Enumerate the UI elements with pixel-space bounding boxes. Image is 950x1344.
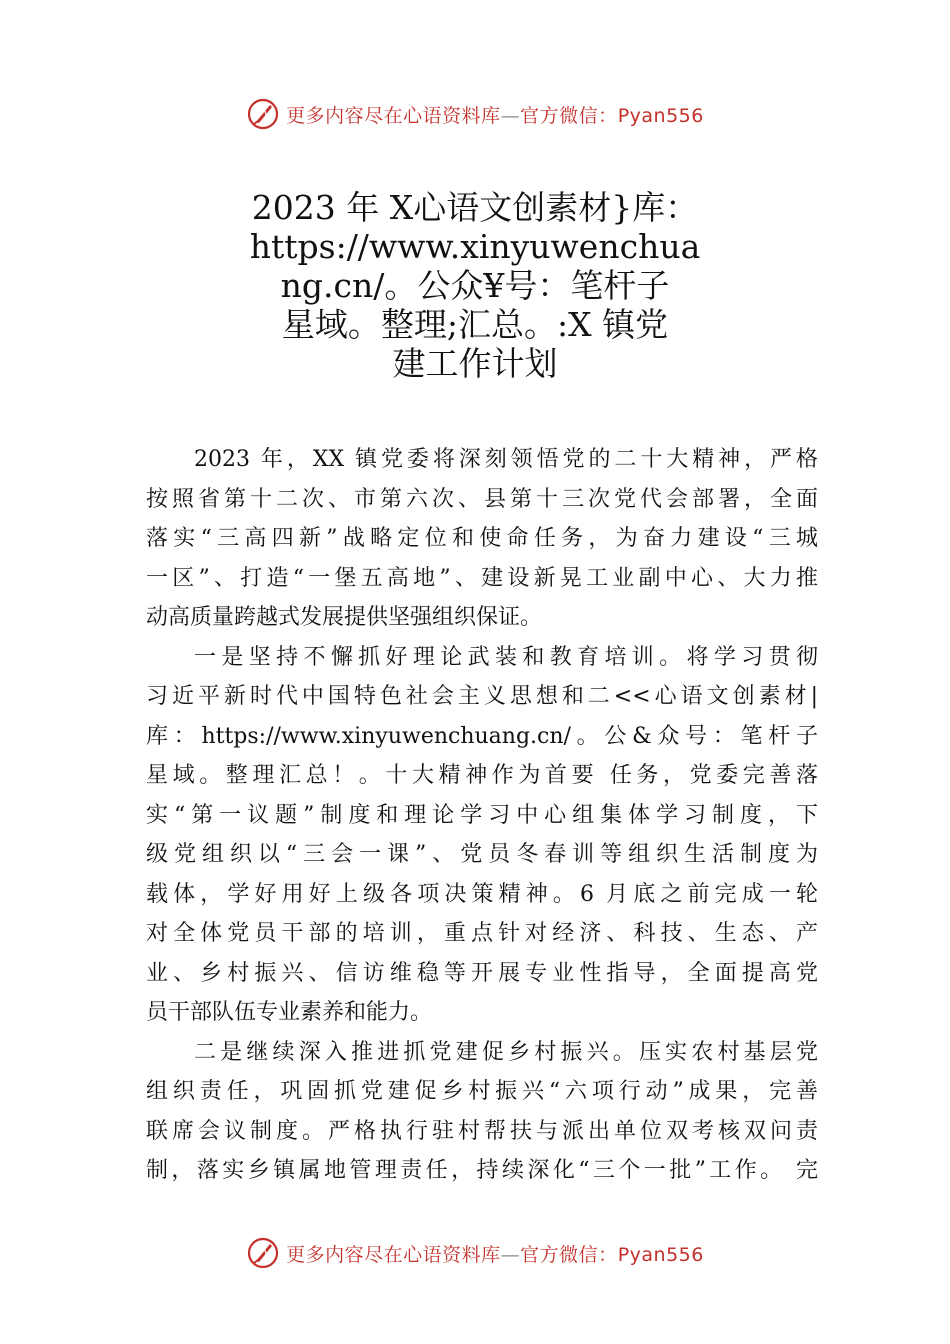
body-line: 落实“三高四新”战略定位和使命任务，为奋力建设“三城 [146,526,818,551]
paragraph-1 [146,440,818,638]
quill-logo-icon [246,1236,280,1270]
body-line: 实“第一议题”制度和理论学习中心组集体学习制度，下 [146,802,818,828]
header-banner-slogan: 更多内容尽在心语资料库 [286,104,501,127]
header-banner-separator: — [500,104,521,127]
body-line: 习近平新时代中国特色社会主义思想和二<<心语文创素材| [146,684,818,709]
body-line: 联席会议制度。严格执行驻村帮扶与派出单位双考核双问责 [146,1118,818,1144]
body-line: 载体，学好用好上级各项决策精神。6 月底之前完成一轮 [146,881,818,907]
body-line: 对全体党员干部的培训，重点针对经济、科技、生态、产 [146,921,818,946]
paragraph-3 [146,1033,818,1191]
body-line: 员干部队伍专业素养和能力。 [146,1000,433,1025]
paragraph-2 [146,638,818,1033]
title-line: ng.cn/。公众¥号：笔杆子 [280,266,670,305]
quill-logo-icon [246,97,280,131]
header-banner [0,94,950,134]
footer-banner-slogan: 更多内容尽在心语资料库 [286,1243,501,1266]
header-wechat-id: Pyan556 [617,104,704,127]
title-line: https://www.xinyuwenchua [249,227,701,266]
body-line: 一是坚持不懈抓好理论武装和教育培训。将学习贯彻 [194,644,818,670]
header-banner-text [286,101,704,128]
body-line: 业、乡村振兴、信访维稳等开展专业性指导，全面提高党 [146,960,818,986]
footer-banner [0,1233,950,1273]
footer-wechat-label: 官方微信： [520,1243,618,1266]
document-title [230,188,720,383]
body-line: 按照省第十二次、市第六次、县第十三次党代会部署，全面 [146,486,818,512]
title-line: 2023 年 X心语文创素材}库： [251,188,699,227]
body-line: 动高质量跨越式发展提供坚强组织保证。 [146,605,543,630]
title-line: 建工作计划 [392,344,558,383]
body-line: 库：https://www.xinyuwenchuang.cn/。公&众号：笔杆子 [146,723,818,749]
body-line: 制，落实乡镇属地管理责任，持续深化“三个一批”工作。 完 [146,1158,818,1183]
footer-banner-text [286,1240,704,1267]
body-line: 组织责任，巩固抓党建促乡村振兴“六项行动”成果，完善 [146,1079,818,1104]
body-line: 星域。整理汇总！。十大精神作为首要 任务，党委完善落 [146,763,818,788]
footer-banner-separator: — [500,1243,521,1266]
document-body [146,440,818,1191]
body-line: 一区”、打造“一堡五高地”、建设新晃工业副中心、大力推 [146,565,818,591]
footer-wechat-id: Pyan556 [617,1243,704,1266]
body-line: 2023 年，XX 镇党委将深刻领悟党的二十大精神，严格 [194,447,818,472]
header-wechat-label: 官方微信： [520,104,618,127]
body-line: 级党组织以“三会一课”、党员冬春训等组织生活制度为 [146,842,818,867]
body-line: 二是继续深入推进抓党建促乡村振兴。压实农村基层党 [194,1039,818,1065]
title-line: 星域。整理;汇总。:X 镇党 [281,305,669,344]
